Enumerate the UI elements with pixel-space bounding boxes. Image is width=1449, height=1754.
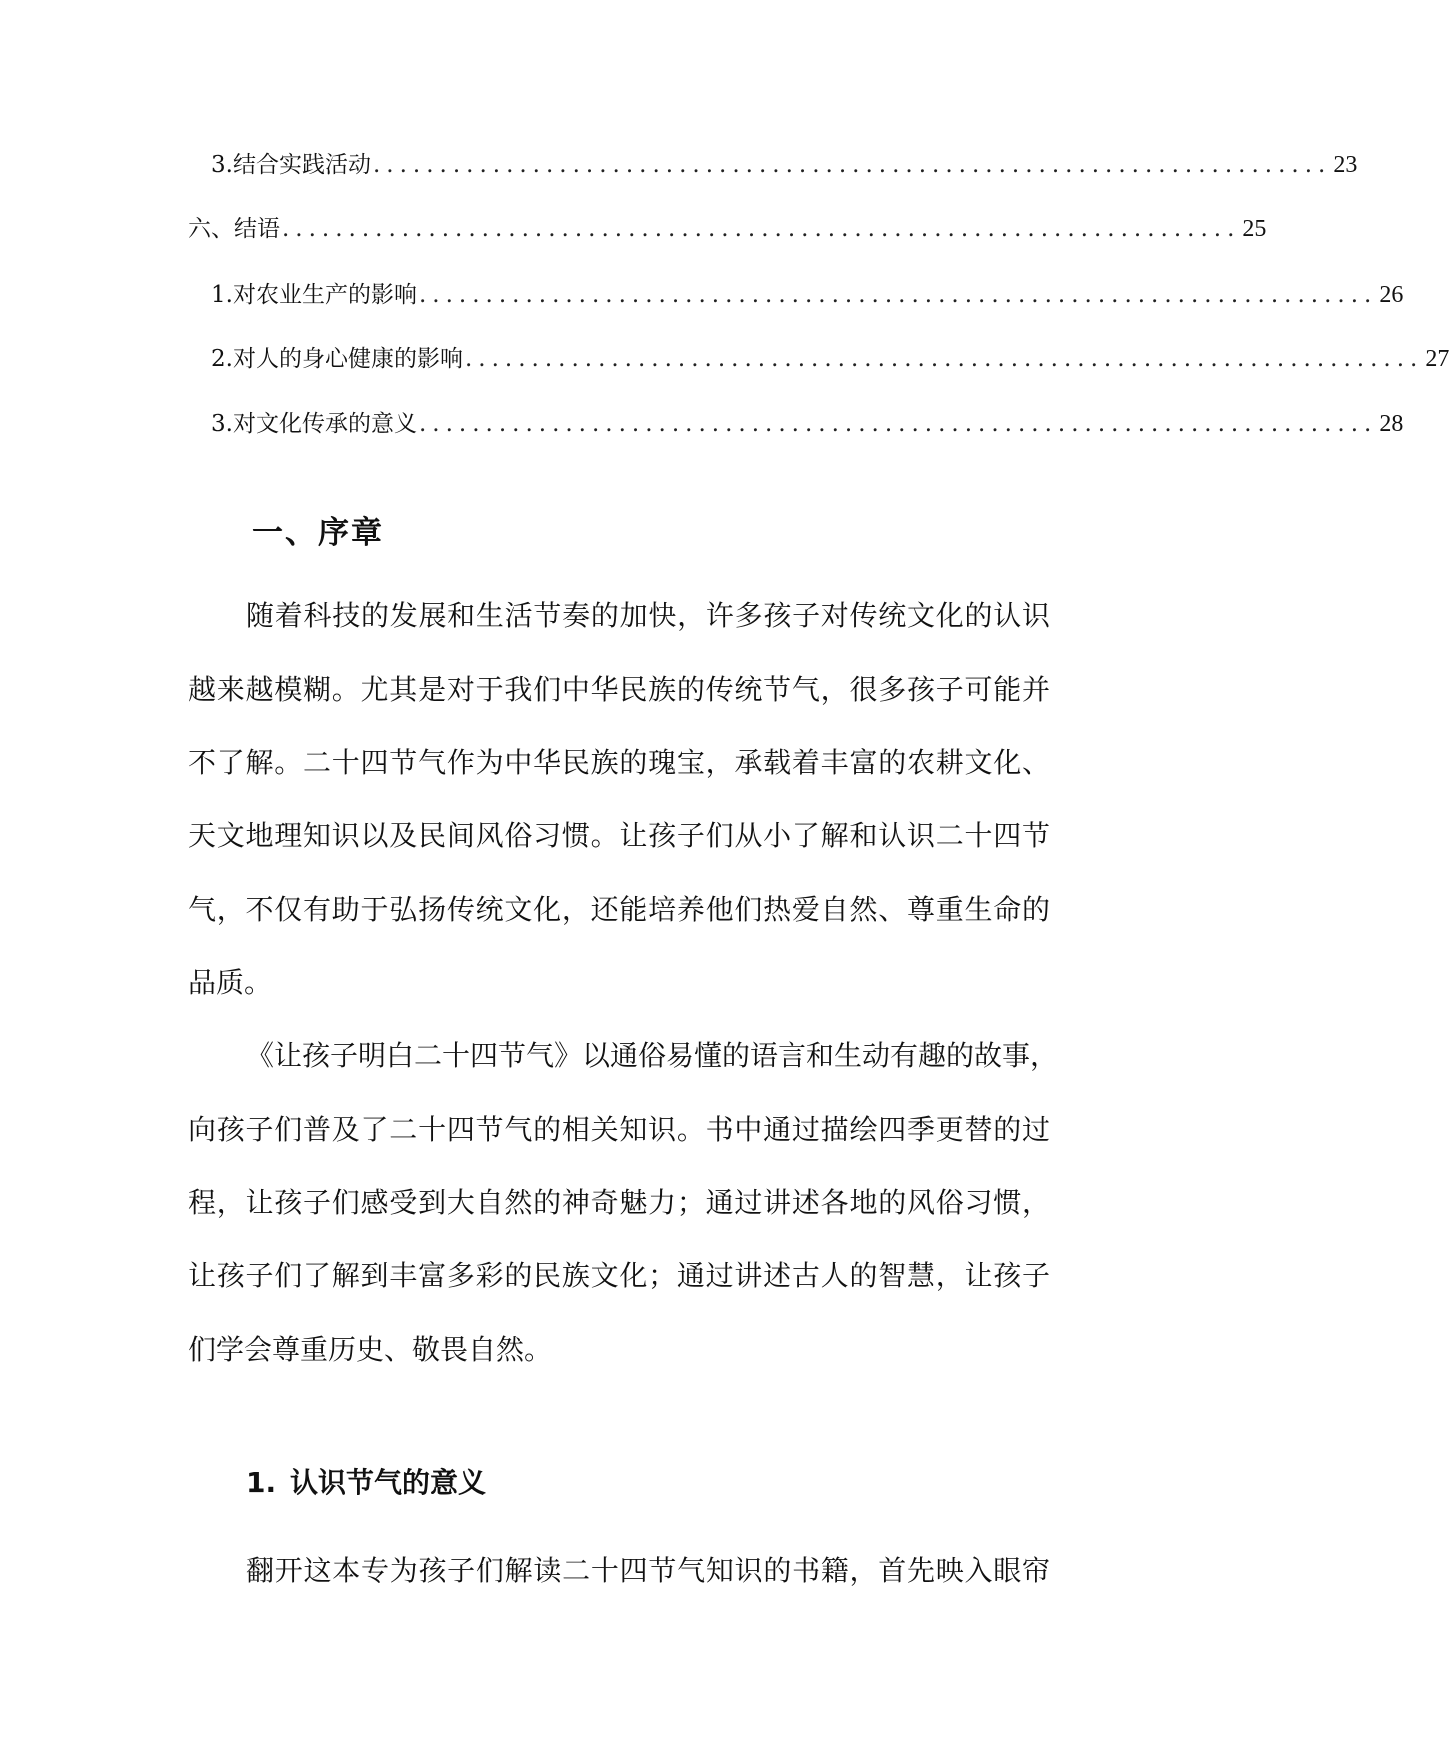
subsection-number: 1.	[246, 1466, 277, 1499]
body-line: 不了解。二十四节气作为中华民族的瑰宝，承载着丰富的农耕文化、	[188, 746, 1050, 779]
toc-entry-number: 2.	[211, 346, 233, 372]
toc-entry-number: 1.	[211, 282, 233, 308]
body-line: 翻开这本专为孩子们解读二十四节气知识的书籍，首先映入眼帘	[246, 1554, 1050, 1587]
toc-entry-label: 对人的身心健康的影响	[232, 346, 463, 372]
toc-entry-label: 六、结语	[188, 216, 280, 242]
body-line: 随着科技的发展和生活节奏的加快，许多孩子对传统文化的认识	[246, 599, 1050, 632]
body-line: 们学会尊重历史、敬畏自然。	[188, 1333, 553, 1366]
toc-entry-label: 结合实践活动	[232, 152, 371, 178]
toc-entry-label: 对文化传承的意义	[232, 411, 417, 437]
toc-entry-page: 25	[1242, 216, 1267, 242]
toc-leader-dots: ........................................................................	[418, 282, 1378, 308]
toc-entry[interactable]	[211, 407, 1404, 441]
body-line: 程，让孩子们感受到大自然的神奇魅力；通过讲述各地的风俗习惯，	[188, 1186, 1050, 1219]
toc-entry[interactable]	[188, 212, 1267, 246]
body-line: 品质。	[188, 966, 273, 999]
toc-leader-dots: ........................................................................	[418, 411, 1378, 437]
subsection-title: 认识节气的意义	[290, 1466, 487, 1499]
toc-leader-dots: ........................................................................	[372, 152, 1332, 178]
toc-entry-number: 3.	[211, 152, 233, 178]
body-line: 让孩子们了解到丰富多彩的民族文化；通过讲述古人的智慧，让孩子	[188, 1259, 1050, 1292]
toc-entry-page: 23	[1333, 152, 1358, 178]
toc-entry-page: 28	[1379, 411, 1404, 437]
toc-entry[interactable]	[211, 342, 1449, 376]
toc-entry[interactable]	[211, 278, 1404, 312]
toc-entry-label: 对农业生产的影响	[232, 282, 417, 308]
toc-entry-number: 3.	[211, 411, 233, 437]
body-line: 天文地理知识以及民间风俗习惯。让孩子们从小了解和认识二十四节	[188, 819, 1050, 852]
body-line: 越来越模糊。尤其是对于我们中华民族的传统节气，很多孩子可能并	[188, 673, 1050, 706]
toc-entry-page: 26	[1379, 282, 1404, 308]
toc-leader-dots: ........................................................................	[282, 216, 1241, 242]
subsection-heading	[246, 1461, 486, 1501]
toc-leader-dots: ........................................................................	[464, 346, 1424, 372]
toc-entry-page: 27	[1425, 346, 1449, 372]
body-line: 《让孩子明白二十四节气》以通俗易懂的语言和生动有趣的故事，	[246, 1039, 1059, 1072]
body-line: 向孩子们普及了二十四节气的相关知识。书中通过描绘四季更替的过	[188, 1113, 1050, 1146]
section-heading: 一、序章	[252, 515, 384, 551]
toc-entry[interactable]	[211, 148, 1358, 182]
body-line: 气，不仅有助于弘扬传统文化，还能培养他们热爱自然、尊重生命的	[188, 893, 1050, 926]
